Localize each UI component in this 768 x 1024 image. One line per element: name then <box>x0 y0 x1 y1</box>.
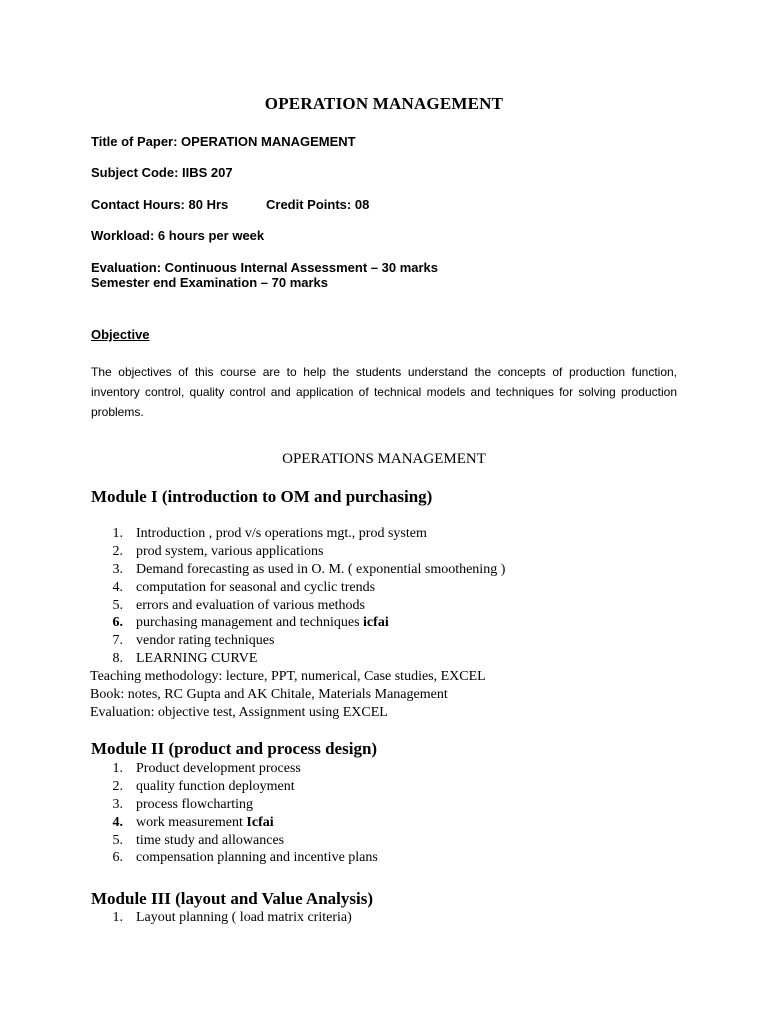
teaching-methodology: Teaching methodology: lecture, PPT, numerical, Case studies, EXCEL <box>90 669 486 684</box>
list-text: time study and allowances <box>136 833 285 848</box>
list-number: 6. <box>112 615 123 630</box>
list-number: 2. <box>112 544 123 559</box>
list-number: 3. <box>112 562 123 577</box>
section-title: OPERATIONS MANAGEMENT <box>282 451 486 467</box>
document-title: OPERATION MANAGEMENT <box>264 94 504 113</box>
list-number: 7. <box>112 633 123 648</box>
objective-heading: Objective <box>91 327 150 342</box>
list-number: 1. <box>112 526 123 541</box>
list-text: compensation planning and incentive plans <box>136 850 378 865</box>
list-text: quality function deployment <box>136 779 295 794</box>
module-1-heading: Module I (introduction to OM and purchasing) <box>91 487 433 506</box>
list-number: 5. <box>112 598 123 613</box>
objective-text: The objectives of this course are to help the students understand the concepts of production function, inventory control, quality control and application of technical models and techniques for solving production problems. <box>91 365 677 419</box>
list-text: Layout planning ( load matrix criteria) <box>136 910 352 925</box>
evaluation-line-2: Semester end Examination – 70 marks <box>91 275 329 290</box>
list-text: purchasing management and techniques <box>136 615 364 630</box>
icfai-tag: Icfai <box>246 815 274 830</box>
list-number: 5. <box>112 833 123 848</box>
list-number: 8. <box>112 651 123 666</box>
list-text: vendor rating techniques <box>136 633 275 648</box>
list-number: 4. <box>112 815 123 830</box>
list-number: 6. <box>112 850 123 865</box>
icfai-tag: icfai <box>363 615 389 630</box>
list-number: 2. <box>112 779 123 794</box>
list-number: 1. <box>112 761 123 776</box>
list-text: process flowcharting <box>136 797 254 812</box>
list-text: work measurement <box>136 815 247 830</box>
module-2-heading: Module II (product and process design) <box>91 739 378 758</box>
evaluation-line-1: Evaluation: Continuous Internal Assessment – 30 marks <box>91 260 439 275</box>
list-number: 3. <box>112 797 123 812</box>
list-text: computation for seasonal and cyclic trends <box>136 580 376 595</box>
list-text: LEARNING CURVE <box>136 651 258 666</box>
list-text: errors and evaluation of various methods <box>136 598 365 613</box>
credit-points: Credit Points: 08 <box>266 197 370 212</box>
list-text-wrapper <box>136 814 274 832</box>
title-of-paper: Title of Paper: OPERATION MANAGEMENT <box>91 134 356 149</box>
book-reference: Book: notes, RC Gupta and AK Chitale, Materials Management <box>90 687 448 702</box>
evaluation-method: Evaluation: objective test, Assignment using EXCEL <box>90 705 388 720</box>
contact-hours: Contact Hours: 80 Hrs <box>91 197 229 212</box>
list-number: 4. <box>112 580 123 595</box>
list-text: prod system, various applications <box>136 544 324 559</box>
module-3-heading: Module III (layout and Value Analysis) <box>91 889 373 908</box>
list-text-wrapper <box>136 614 389 632</box>
subject-code: Subject Code: IIBS 207 <box>91 165 233 180</box>
list-text: Introduction , prod v/s operations mgt., prod system <box>136 526 427 541</box>
list-text: Demand forecasting as used in O. M. ( exponential smoothening ) <box>136 562 506 577</box>
workload: Workload: 6 hours per week <box>91 228 265 243</box>
list-text: Product development process <box>136 761 301 776</box>
list-number: 1. <box>112 910 123 925</box>
